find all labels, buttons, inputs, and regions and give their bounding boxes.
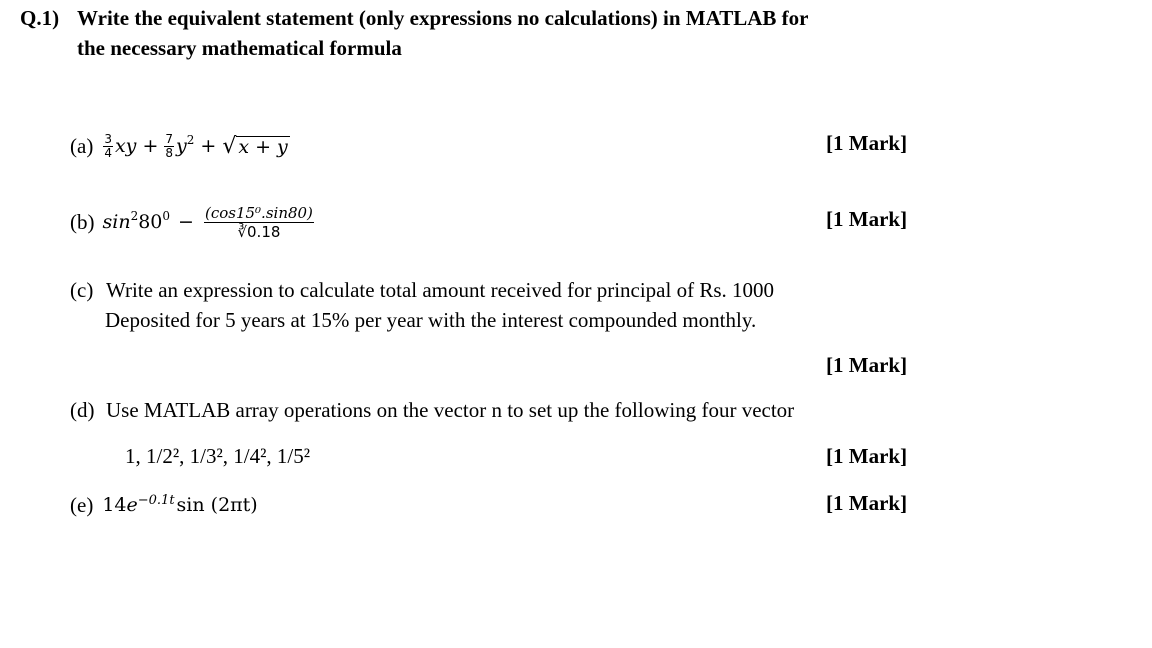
part-b-minus: − (178, 211, 194, 233)
part-e-mark: [1 Mark] (826, 491, 908, 515)
part-a-mark: [1 Mark] (826, 131, 908, 155)
part-e-row (70, 488, 258, 522)
part-e-coef: 14 (102, 494, 127, 516)
part-c-mark: [1 Mark] (826, 353, 908, 377)
part-a-plus: + (200, 135, 217, 157)
part-a-label: (a) (70, 133, 94, 158)
part-b-label: (b) (70, 209, 95, 234)
part-e-exponent: −0.1t (137, 493, 175, 508)
part-b-fn: $\sin^2$ (102, 209, 139, 233)
question-number: Q.1) (20, 6, 60, 30)
question-line-1: Write the equivalent statement (only expressions no calculations) in MATLAB for (77, 6, 809, 30)
part-b-fraction (204, 204, 314, 241)
part-b-angle: $80^0$ (138, 209, 171, 233)
part-a-fraction-2: $\frac{7}{8}$ (165, 131, 174, 160)
part-a-term-1: xy + (114, 135, 159, 157)
part-c-line-2: Deposited for 5 years at 15% per year with the interest compounded monthly. (105, 308, 757, 332)
part-e-rest: sin (2πt) (176, 494, 258, 516)
part-d-line-1: Use MATLAB array operations on the vector n to set up the following four vector (106, 398, 795, 422)
part-b-numerator: (cos15⁰.sin80) (204, 203, 313, 222)
part-a-row (70, 124, 290, 168)
part-b-row (70, 198, 316, 246)
part-a-term-2: $y^2$ (176, 133, 195, 157)
part-c-label: (c) (70, 278, 94, 302)
part-d-series: 1, 1/2², 1/3², 1/4², 1/5² (125, 444, 311, 468)
part-c-line-1: Write an expression to calculate total amount received for principal of Rs. 1000 (106, 278, 775, 302)
part-b-mark: [1 Mark] (826, 207, 908, 231)
question-line-2: the necessary mathematical formula (77, 36, 402, 60)
part-b-expression (103, 204, 316, 241)
part-e-base: e (126, 494, 138, 516)
sqrt-symbol: √ (222, 133, 237, 159)
part-a-sqrt-content: x + y (238, 135, 288, 158)
part-e-expression (102, 494, 257, 516)
part-a-fraction-1: $\frac{3}{4}$ (104, 131, 112, 160)
part-e-label: (e) (70, 492, 94, 517)
part-a-expression (101, 133, 289, 160)
part-d-label: (d) (70, 398, 95, 422)
part-d-mark: [1 Mark] (826, 444, 908, 468)
part-b-denominator: ∛0.18 (237, 222, 281, 241)
